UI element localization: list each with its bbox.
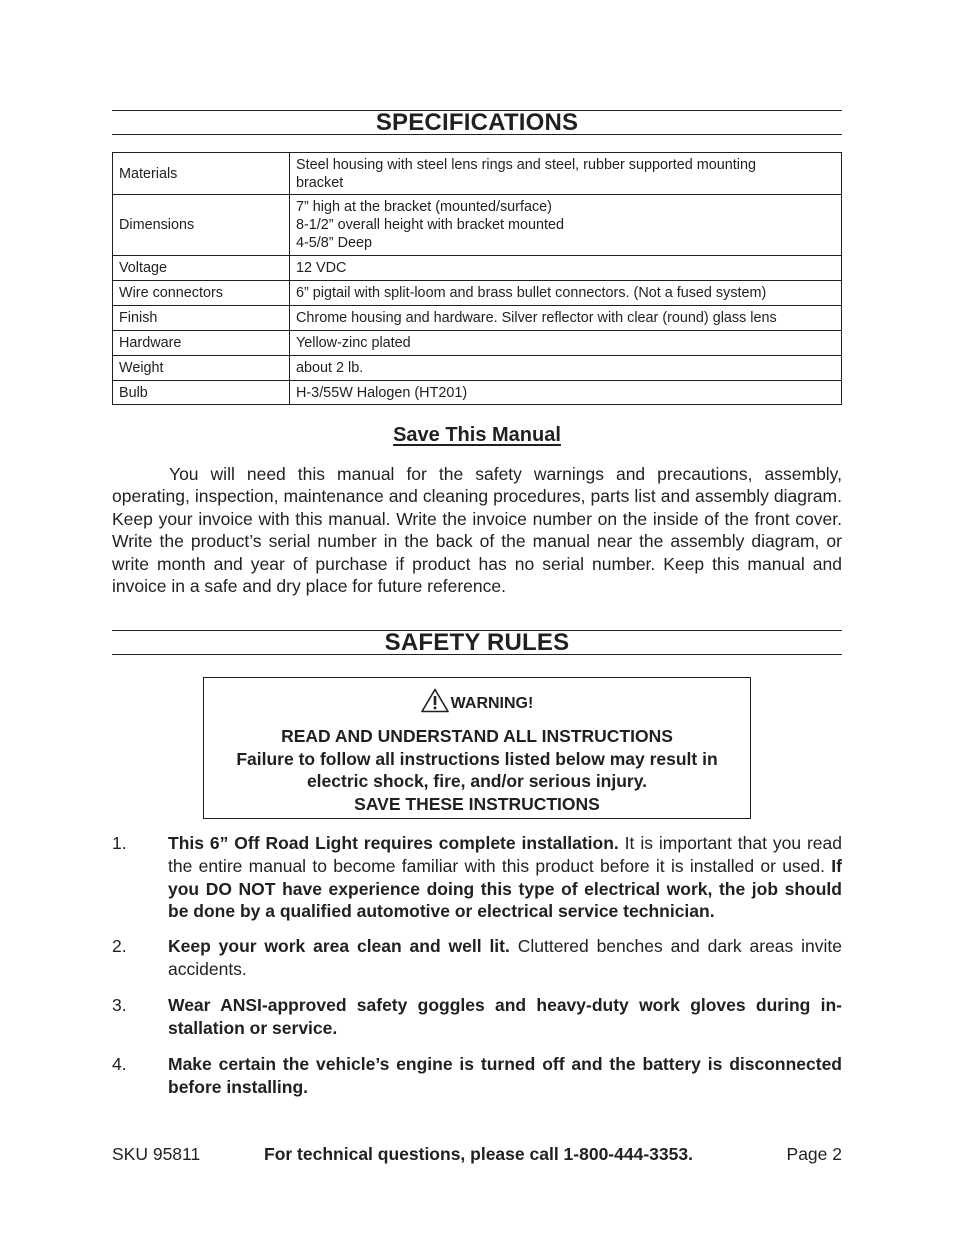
rule-number: 3. xyxy=(112,995,127,1015)
spec-label: Finish xyxy=(113,306,290,331)
spec-label: Voltage xyxy=(113,256,290,281)
save-manual-text: You will need this manual for the safety warnings and precautions, assembly, operating, inspection, maintenance and cleaning procedures, parts list and assembly diagram. Keep your invoice with this manual. Write the invoice number on the inside of the front cover. Write the product’s serial number in the back of the manual near the assembly diagram, or write month and year of purchase if product has no serial number. Keep this manual and invoice in a safe and dry place for future reference. xyxy=(112,464,842,597)
specifications-table xyxy=(112,152,842,405)
footer-sku: SKU 95811 xyxy=(112,1144,201,1164)
rule-body: It is important that you read the entire manual to become familiar with this product before it is installed or used. xyxy=(168,833,842,876)
footer-tech-support: For technical questions, please call 1-800-444-3353. xyxy=(264,1144,693,1164)
footer-page-number: Page 2 xyxy=(786,1144,842,1164)
spec-label: Dimensions xyxy=(113,195,290,256)
warning-label: WARNING! xyxy=(450,695,534,712)
specifications-title: SPECIFICATIONS xyxy=(375,109,579,136)
spec-row xyxy=(113,356,842,381)
warning-line-3: electric shock, fire, and/or serious injury. xyxy=(306,771,648,791)
spec-value-line: Steel housing with steel lens rings and steel, rubber supported mounting xyxy=(296,156,756,173)
spec-row xyxy=(113,153,842,195)
warning-body xyxy=(204,725,750,815)
spec-row xyxy=(113,381,842,405)
save-manual-title: Save This Manual xyxy=(393,424,561,446)
rule-bold-lead: This 6” Off Road Light requires complete installation. xyxy=(168,833,619,853)
spec-value-line: Yellow-zinc plated xyxy=(296,335,411,351)
warning-line-4: SAVE THESE INSTRUCTIONS xyxy=(354,793,600,814)
rule-number: 2. xyxy=(112,936,127,956)
spec-row xyxy=(113,281,842,306)
spec-label: Bulb xyxy=(113,381,290,405)
spec-value xyxy=(290,356,842,381)
spec-label: Materials xyxy=(113,153,290,195)
safety-rule xyxy=(112,935,842,981)
specifications-header xyxy=(112,110,842,135)
spec-value-line: H-3/55W Halogen (HT201) xyxy=(296,384,468,401)
warning-box xyxy=(203,677,751,819)
rule-text xyxy=(168,994,842,1040)
spec-value-line: 6” pigtail with split-loom and brass bullet connectors. (Not a fused system) xyxy=(296,285,767,301)
rule-bold-lead: Wear ANSI-approved safety goggles and heavy-duty work gloves during in-stallation or service. xyxy=(168,995,842,1038)
safety-rule xyxy=(112,994,842,1040)
spec-label: Hardware xyxy=(113,331,290,356)
spec-label: Weight xyxy=(113,356,290,381)
rule-body: Cluttered benches and dark areas invite accidents. xyxy=(168,936,842,979)
warning-line-2: Failure to follow all instructions listed below may result in xyxy=(236,748,718,769)
rule-bold-lead: Make certain the vehicle’s engine is turned off and the battery is disconnected before installing. xyxy=(168,1054,842,1097)
spec-value-line: about 2 lb. xyxy=(296,360,364,376)
rule-text xyxy=(168,832,842,923)
rule-number: 4. xyxy=(112,1054,127,1074)
safety-rules-header xyxy=(112,630,842,655)
spec-row xyxy=(113,331,842,356)
spec-value-line: 4-5/8” Deep xyxy=(296,235,372,251)
spec-row xyxy=(113,195,842,256)
rule-bold-lead: Keep your work area clean and well lit. xyxy=(168,936,510,956)
rule-text xyxy=(168,935,842,981)
warning-line-1: READ AND UNDERSTAND ALL INSTRUCTIONS xyxy=(281,726,673,746)
warning-triangle-icon xyxy=(421,688,449,713)
rule-bold-tail: If you DO NOT have experience doing this type of electrical work, the job should be done by a qualified automotive or electrical service technician. xyxy=(168,855,842,922)
page-footer xyxy=(112,1144,842,1168)
spec-value-line: 7” high at the bracket (mounted/surface) xyxy=(296,199,552,215)
spec-value xyxy=(290,331,842,356)
spec-value xyxy=(290,281,842,306)
save-manual-paragraph xyxy=(112,463,842,597)
warning-heading xyxy=(204,688,750,713)
spec-value-line: 12 VDC xyxy=(296,260,347,276)
spec-value xyxy=(290,256,842,281)
safety-rule xyxy=(112,832,842,923)
spec-value-line: 8-1/2” overall height with bracket mounted xyxy=(296,217,564,233)
rule-text xyxy=(168,1053,842,1099)
spec-row xyxy=(113,256,842,281)
spec-value xyxy=(290,306,842,331)
spec-label: Wire connectors xyxy=(113,281,290,306)
save-manual-heading xyxy=(112,424,842,447)
spec-value xyxy=(290,381,842,405)
rule-number: 1. xyxy=(112,833,127,853)
spec-row xyxy=(113,306,842,331)
safety-rules-title: SAFETY RULES xyxy=(384,629,570,656)
spec-value-line: Chrome housing and hardware. Silver reflector with clear (round) glass lens xyxy=(296,310,777,326)
safety-rule xyxy=(112,1053,842,1099)
spec-value xyxy=(290,195,842,256)
spec-value-line: bracket xyxy=(296,174,344,191)
spec-value xyxy=(290,153,842,195)
